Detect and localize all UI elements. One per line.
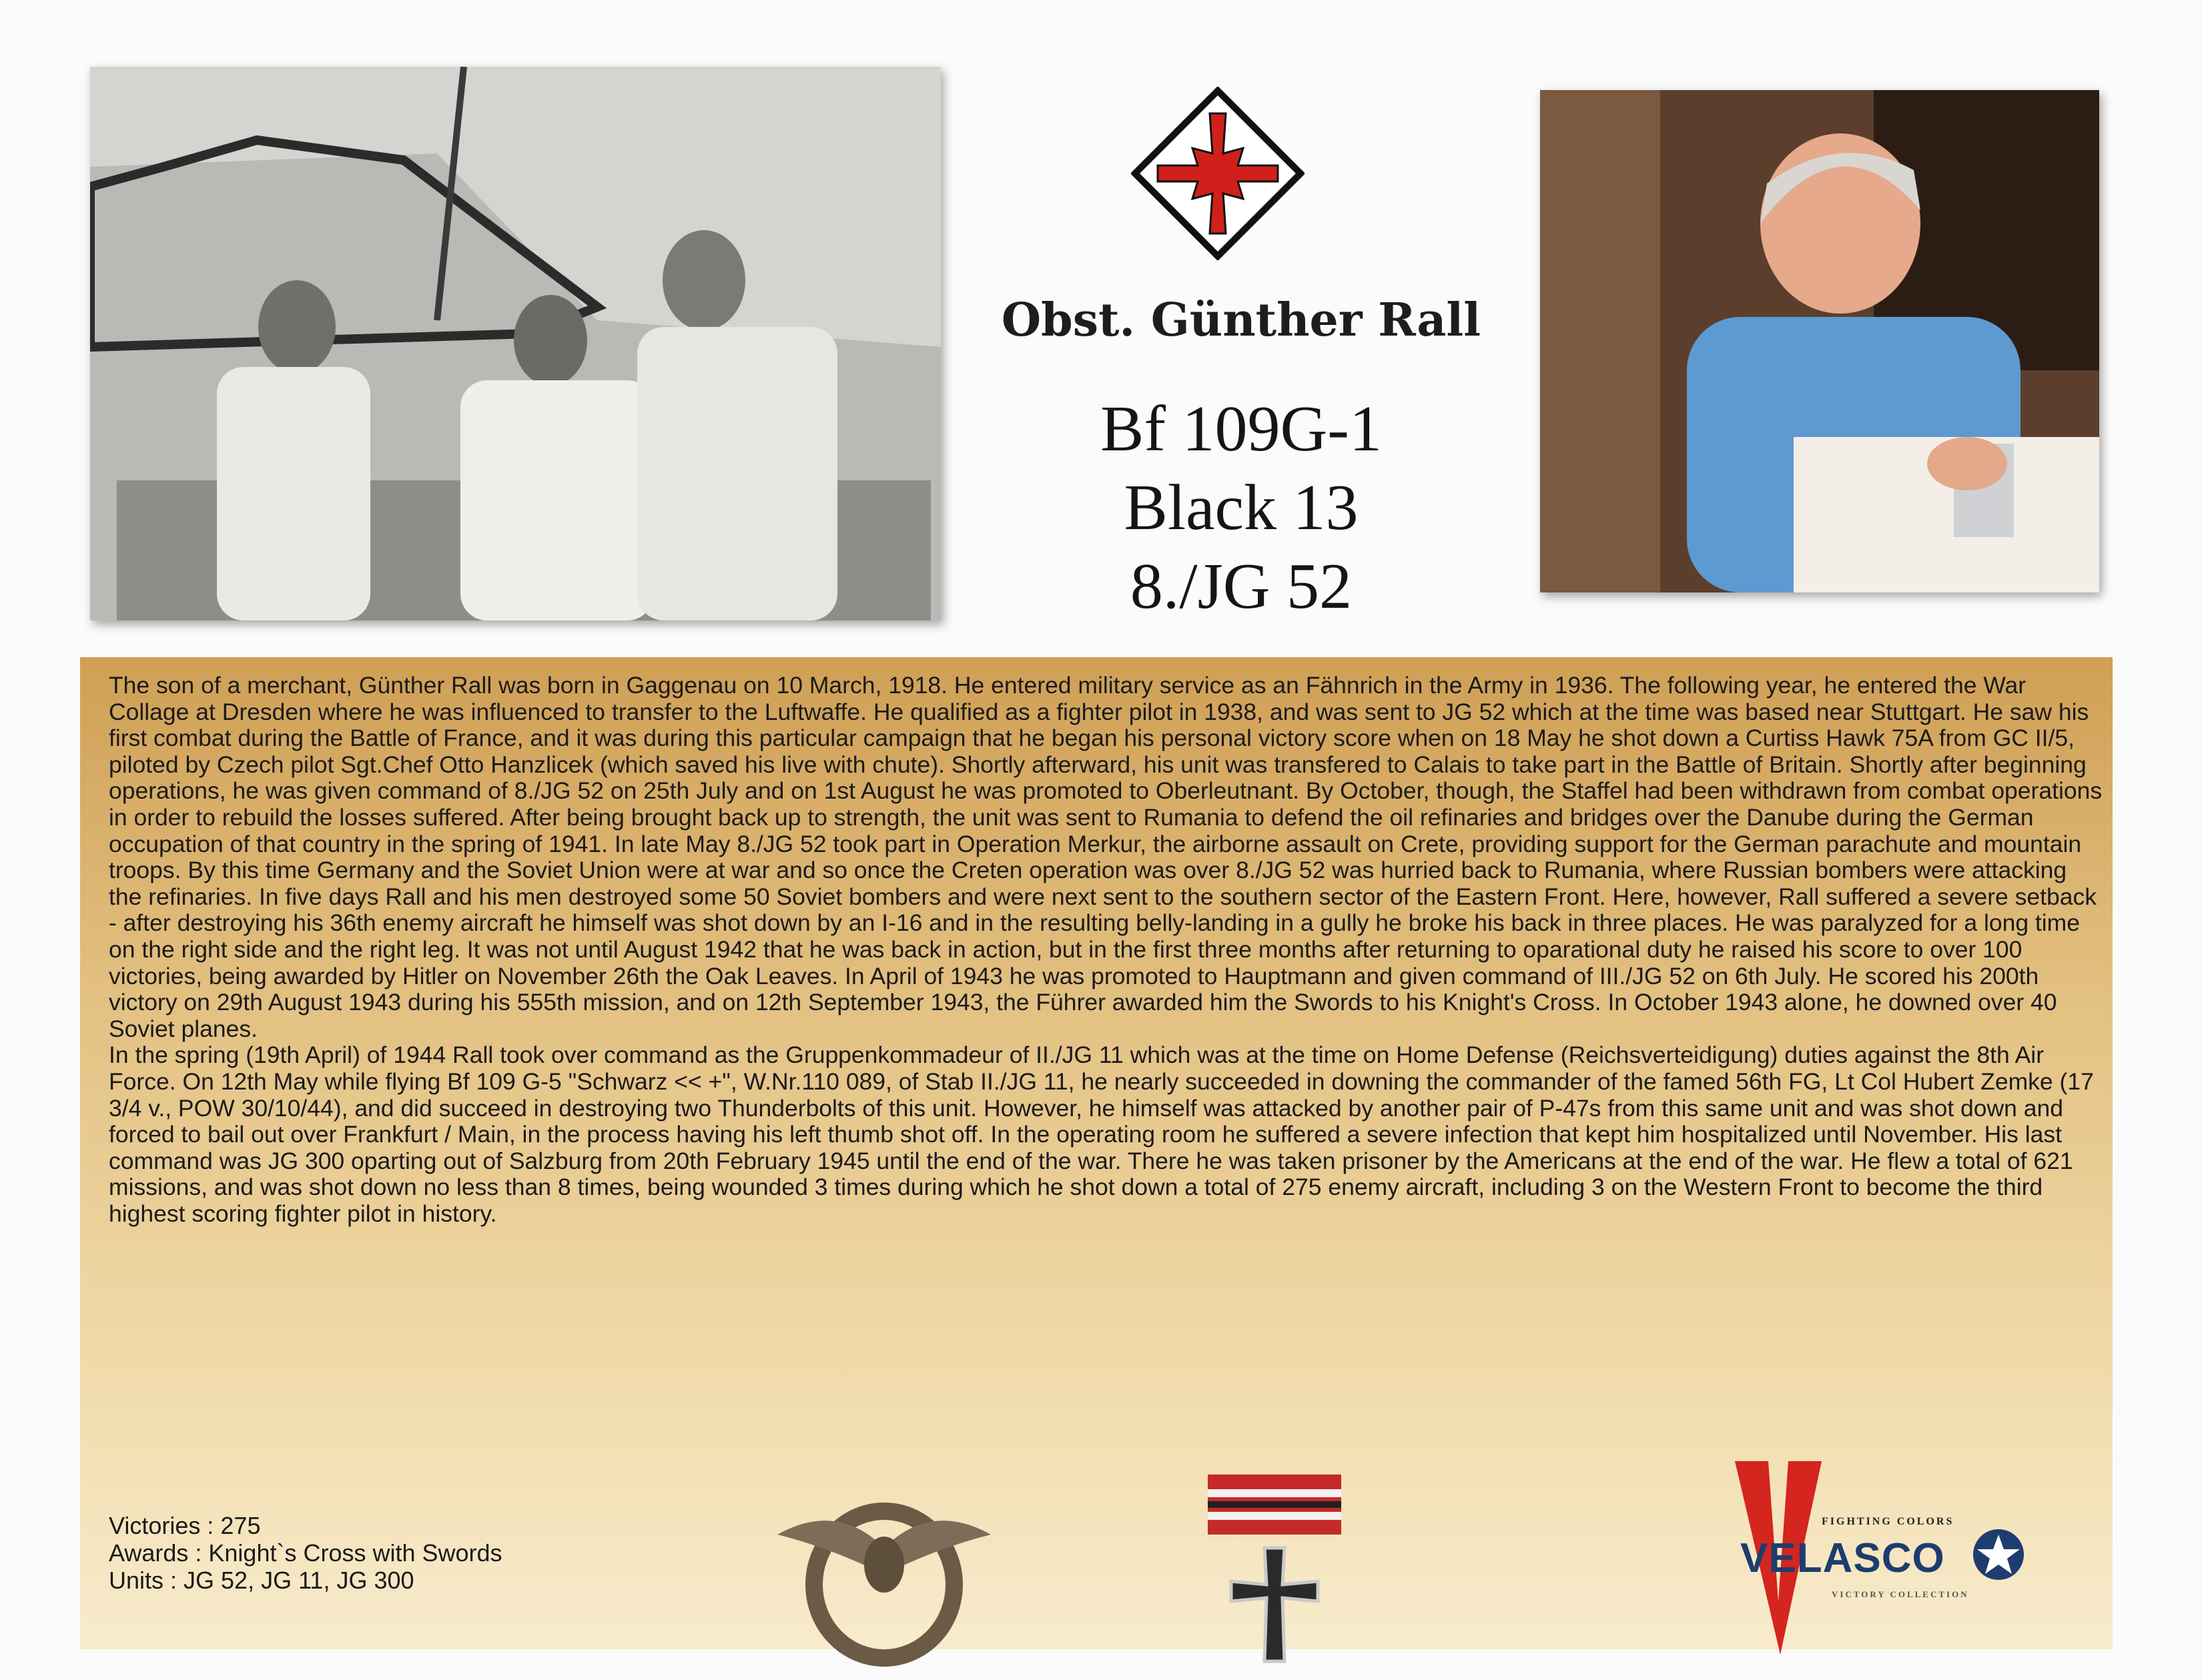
aircraft-number: Black 13 [1124, 472, 1359, 544]
aircraft-unit: 8./JG 52 [1130, 550, 1353, 622]
logo-tagline-top: FIGHTING COLORS [1822, 1516, 1954, 1527]
bio-paragraph-1: The son of a merchant, Günther Rall was born in Gaggenau on 10 March, 1918. He entered military service as an Fähnrich in the Army in 1936. The following year, he entered the War Collage at Dresden where he was influenced to transfer to the Luftwaffe. He qualified as a fighter pilot in 1938, and was sent to JG 52 which at the time was based near Stuttgart. He saw his first combat during the Battle of France, and it was during this particular campaign that he began his personal victory score when on 18 May he shot down a Curtiss Hawk 75A from GC II/5, piloted by Czech pilot Sgt.Chef Otto Hanzlicek (which saved his live with chute). Shortly afterward, his unit was transfered to Calais to take part in the Battle of Britain. Shortly after beginning operations, he was given command of 8./JG 52 on 25th July and on 1st August he was promoted to Oberleutnant. By October, though, the Staffel had been withdrawn from combat operations in order to rebuild the losses suffered. After being brought back up to strength, the unit was sent to Rumania to defend the oil refinaries and bridges over the Danube during the German occupation of that country in the spring of 1941. In late May 8./JG 52 took part in Operation Merkur, the airborne assault on Crete, providing support for the German parachute and mountain troops. By this time Germany and the Soviet Union were at war and so once the Creten operation was over 8./JG 52 was hurried back to Rumania, where Russian bombers were attacking the refinaries. In five days Rall and his men destroyed some 50 Soviet bombers and were next sent to the southern sector of the Eastern Front. Here, however, Rall suffered a severe setback - after destroying his 36th enemy aircraft he himself was shot down by an I-16 and in the resulting belly-landing in a gully he broke his back in three places. He was paralyzed for a long time on the right side and the right leg. It was not until August 1942 that he was back in action, but in the first three months after returning to oparational duty he raised his score to over 100 victories, being awarded by Hitler on November 26th the Oak Leaves. In April of 1943 he was promoted to Hauptmann and given command of III./JG 52 on 6th July. He scored his 200th victory on 29th August 1943 during his 555th mission, and on 12th September 1943, the Führer awarded him the Swords to his Knight's Cross. In October 1943 alone, he downed over 40 Soviet planes. [109, 672, 2103, 1042]
signing-photo [1540, 90, 2099, 592]
logo-tagline-bottom: VICTORY COLLECTION [1832, 1589, 1969, 1599]
star-icon [1973, 1529, 2024, 1580]
knights-cross-icon [1201, 1475, 1348, 1668]
bio-paragraph-2: In the spring (19th April) of 1944 Rall took over command as the Gruppenkommadeur of II./JG 11 which was at the time on Home Defense (Reichsverteidigung) duties against the 8th Air Force. On 12th May while flying Bf 109 G-5 "Schwarz << +", W.Nr.110 089, of Stab II./JG 11, he nearly succeeded in downing the commander of the famed 56th FG, Lt Col Hubert Zemke (17 3/4 v., POW 30/10/44), and did succeed in destroying two Thunderbolts of this unit. However, he himself was attacked by another pair of P-47s from this same unit and was shot down and forced to bail out over Frankfurt / Main, in the process having his left thumb shot off. In the operating room he suffered a severe infection that kept him hospitalized until November. His last command was JG 300 oparting out of Salzburg from 20th February 1945 until the end of the war. There he was taken prisoner by the Americans at the end of the war. He flew a total of 621 missions, and was shot down no less than 8 times, being wounded 3 times during which he shot down a total of 275 enemy aircraft, including 3 on the Western Front to become the third highest scoring fighter pilot in history. [109, 1041, 2094, 1227]
aircraft-model: Bf 109G-1 [1100, 393, 1382, 465]
victories-text: Victories : 275 [109, 1512, 261, 1539]
biography [109, 673, 2104, 1227]
velasco-logo [1735, 1461, 2029, 1661]
pilot-stats [109, 1512, 709, 1594]
awards-text: Awards : Knight`s Cross with Swords [109, 1539, 502, 1567]
logo-brand: VELASCO [1740, 1535, 1945, 1581]
signing-photo-illustration [1540, 90, 2099, 592]
maltese-cross-diamond-icon [1131, 87, 1305, 260]
historic-photo-illustration [90, 67, 941, 620]
historic-photo [90, 67, 941, 620]
units-text: Units : JG 52, JG 11, JG 300 [109, 1567, 414, 1594]
pilot-name: Obst. Günther Rall [1001, 294, 1481, 347]
pilot-badge-icon [764, 1475, 1004, 1668]
